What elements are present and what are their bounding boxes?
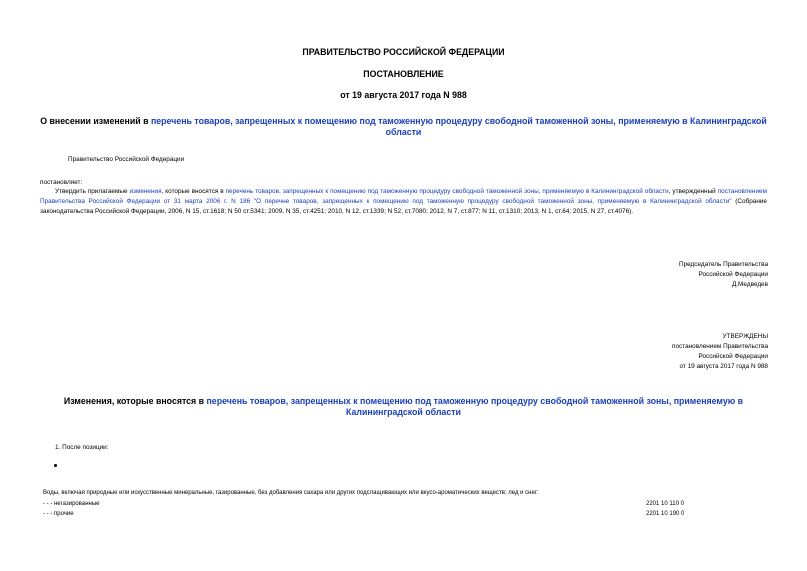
approval-line-2: постановлением Правительства	[672, 343, 768, 350]
title-prefix: О внесении изменений в	[40, 116, 151, 126]
paragraph-text-1: Утвердить прилагаемые	[55, 188, 130, 195]
approval-line-4: от 19 августа 2017 года N 988	[679, 363, 768, 370]
document-date-number: от 19 августа 2017 года N 988	[340, 90, 467, 100]
row-code: 2201 10 110 0	[646, 501, 684, 507]
title-link[interactable]: перечень товаров, запрещенных к помещению под таможенную процедуру свободной таможенной зоны, применяемую в Калининградской области	[150, 116, 767, 137]
row-description: Воды, включая природные или искусственные минеральные, газированные, без добавления сахара или других подслащивающих или вкусо-ароматических веществ; лед и снег:	[43, 490, 539, 496]
table-row	[43, 510, 718, 519]
paragraph-text-2: , которые вносятся в	[161, 188, 226, 195]
bullet-marker	[54, 464, 57, 467]
document-title	[30, 116, 777, 138]
row-code: 2201 10 190 0	[646, 511, 685, 517]
signature-line-1: Председатель Правительства	[679, 261, 768, 268]
item-1-text: 1. После позиции:	[55, 444, 109, 451]
resolution-link[interactable]: постановлением Правительства Российской Федерации от 31 марта 2006 г. N 186 "О перечне товаров, запрещенных к помещению под таможенную процедуру свободной таможенной зоны, применяемую в Калининградской области"	[40, 188, 767, 205]
signature-block	[500, 260, 768, 290]
government-heading: ПРАВИТЕЛЬСТВО РОССИЙСКОЙ ФЕДЕРАЦИИ	[302, 47, 505, 57]
signature-line-3: Д.Медведев	[731, 281, 768, 288]
approval-block	[500, 332, 768, 372]
issuer-text: Правительство Российской Федерации	[68, 156, 185, 163]
paragraph-text-4: (Собрание законодательства Российской Федерации, 2006, N 15, ст.1618; N 50 ст.5341; 2009, N 35, ст.4251; 2010, N 12, ст.1339; N 52, ст.7080; 2012, N 7, ст.877; N 11, ст.1310; 2013, N 1, ст.64; 2015, N 27, ст.4076).	[40, 198, 767, 215]
approval-line-1: УТВЕРЖДЕНЫ	[722, 333, 768, 340]
paragraph-text-3: , утвержденный	[668, 188, 718, 195]
table-row	[43, 500, 718, 509]
changes-title-prefix: Изменения, которые вносятся в	[63, 396, 207, 406]
changes-title	[30, 396, 777, 418]
changes-link[interactable]: изменения	[129, 188, 162, 195]
document-type: ПОСТАНОВЛЕНИЕ	[363, 69, 444, 79]
decrees-text: постановляет:	[40, 179, 83, 186]
signature-line-2: Российской Федерации	[698, 271, 768, 278]
changes-title-link[interactable]: перечень товаров, запрещенных к помещению под таможенную процедуру свободной таможенной зоны, применяемую в Калининградской области	[206, 396, 744, 417]
table-row	[43, 489, 718, 498]
row-description: - - - негазированные	[43, 501, 100, 507]
main-paragraph	[40, 187, 767, 217]
approval-line-3: Российской Федерации	[698, 353, 768, 360]
row-description: - - - прочие	[43, 511, 74, 517]
list-link[interactable]: перечень товаров, запрещенных к помещению под таможенную процедуру свободной таможенной зоны, применяемую в Калининградской области	[225, 188, 669, 195]
